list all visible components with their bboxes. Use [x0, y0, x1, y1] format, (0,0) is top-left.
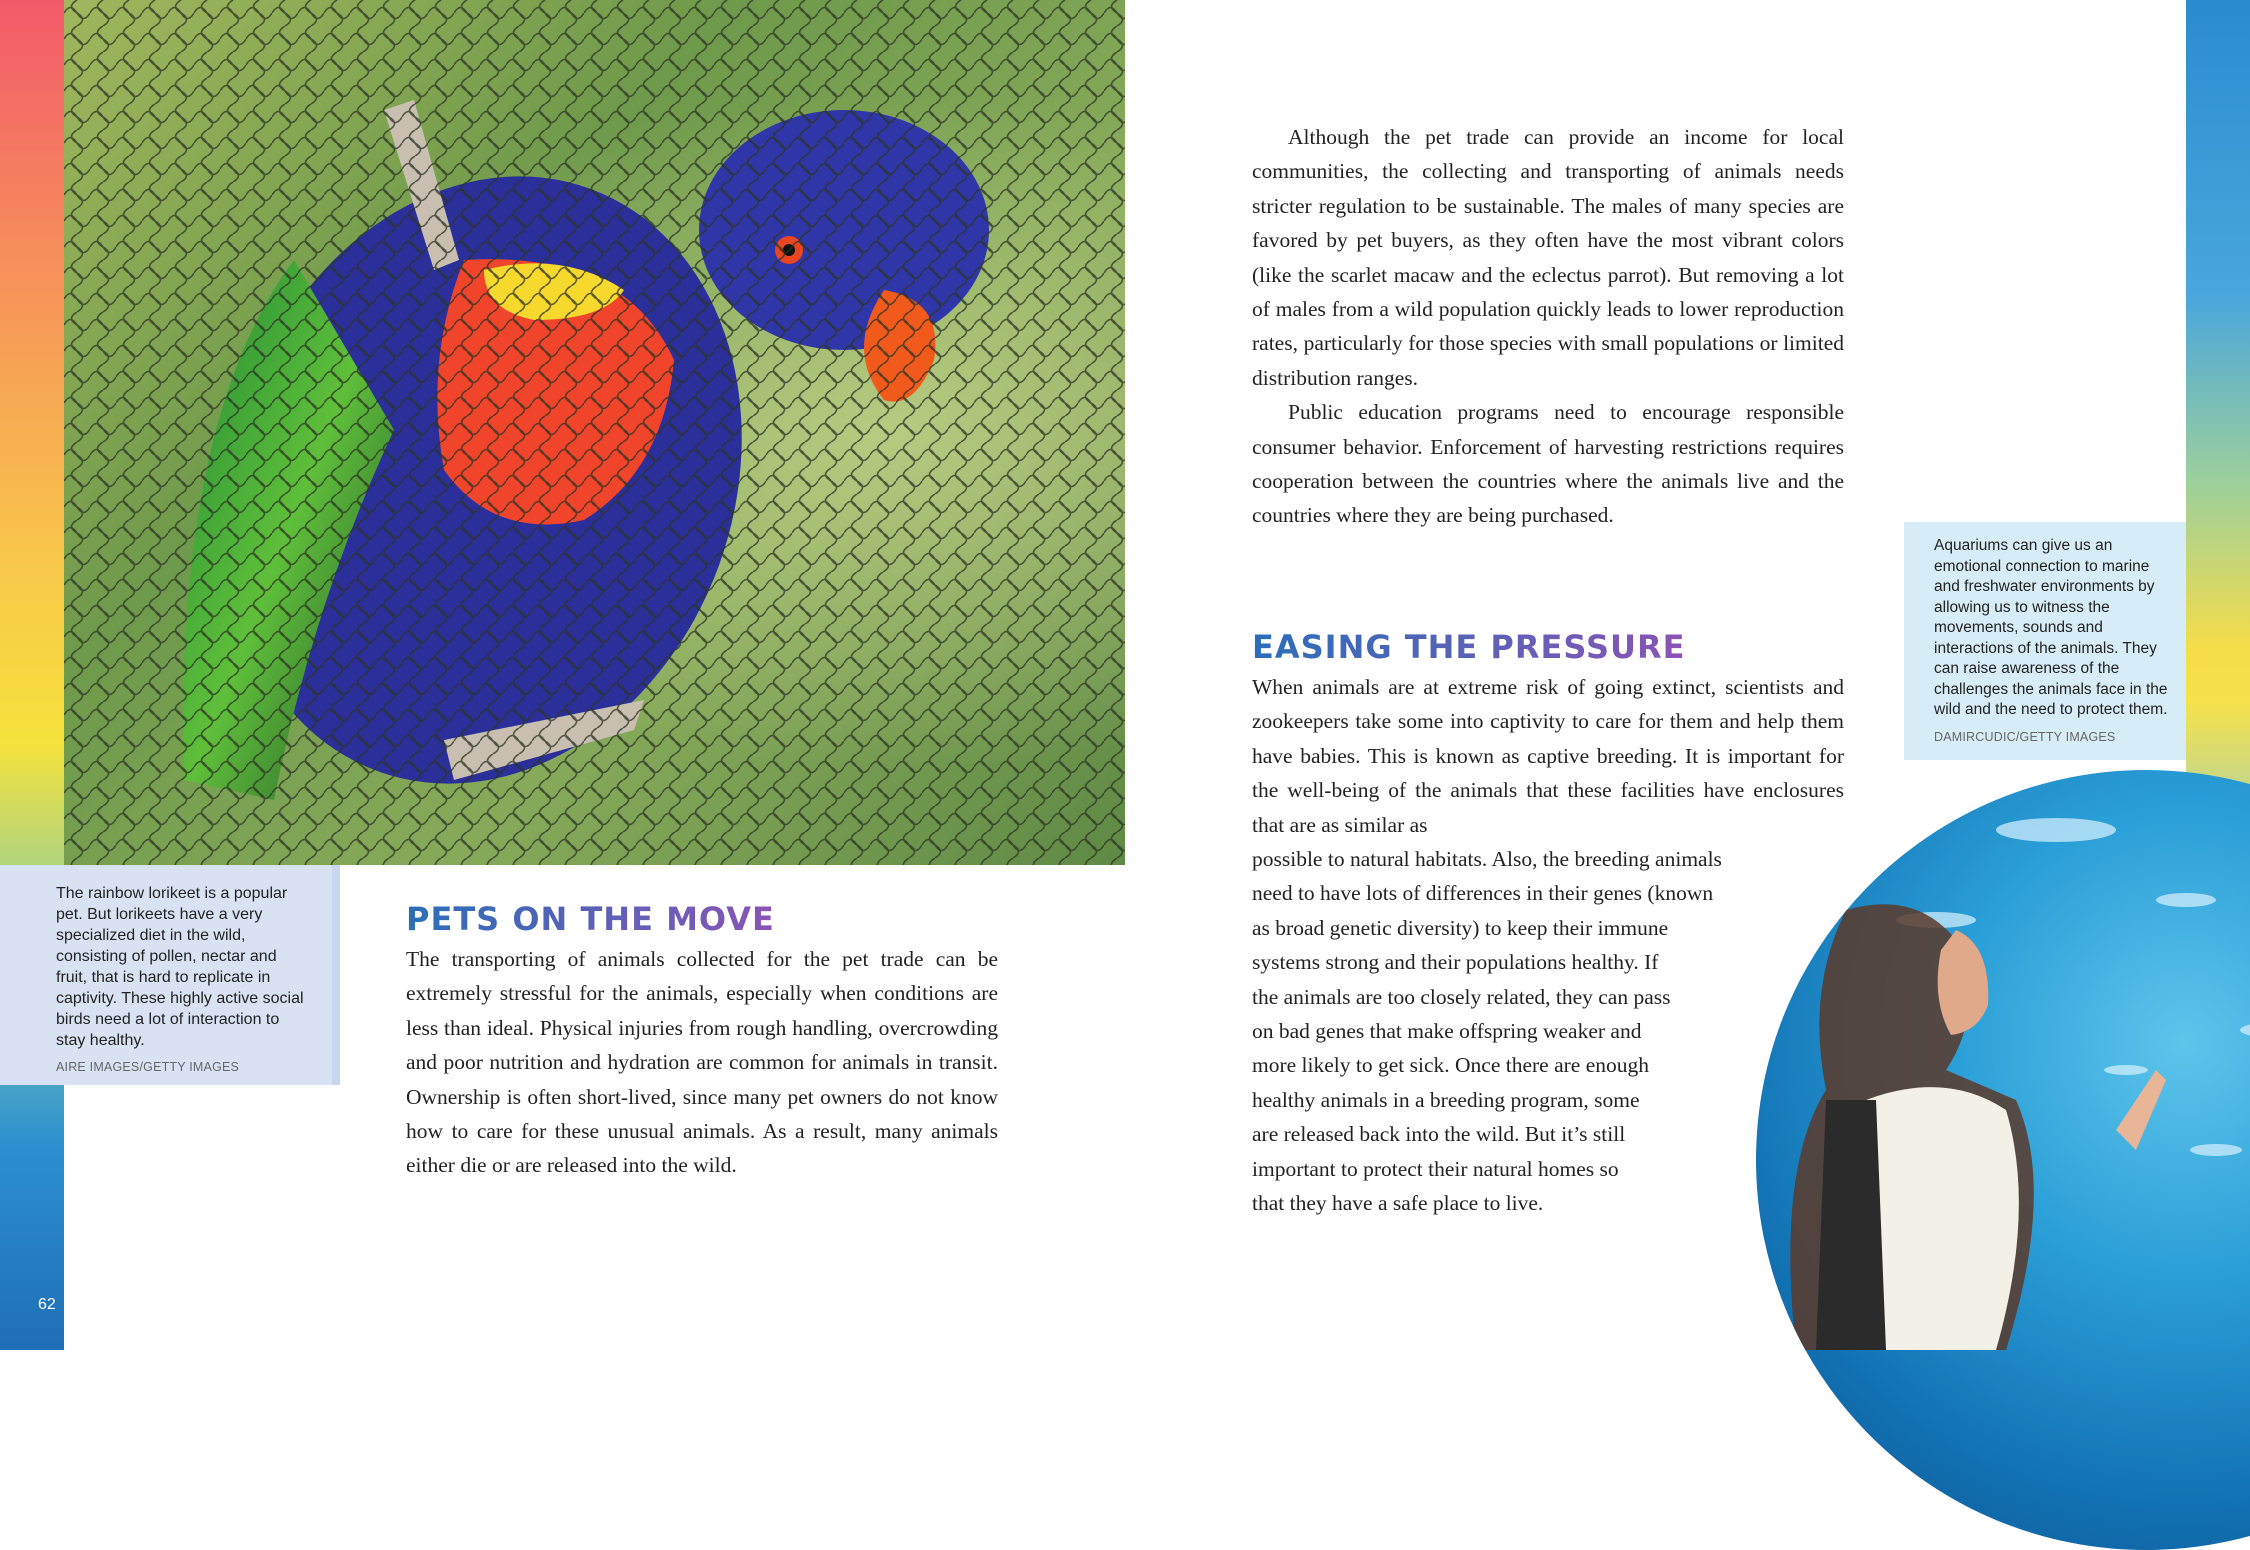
section-heading-text: EASING THE PRESSURE [1252, 628, 1686, 666]
easing-the-pressure-heading [1252, 628, 1685, 666]
text-line: as broad genetic diversity) to keep their immune [1252, 915, 1669, 940]
text-line: need to have lots of differences in their genes (known [1252, 881, 1714, 906]
page-number: 62 [38, 1296, 56, 1313]
text-line: possible to natural habitats. Also, the breeding animals [1252, 847, 1722, 872]
paragraph: Public education programs need to encourage responsible consumer behavior. Enforcement of harvesting restrictions requires cooperation between the countries where the animals live and the countries where they are being purchased. [1252, 400, 1844, 528]
paragraph: Although the pet trade can provide an income for local communities, the collecting and transporting of animals needs stricter regulation to be sustainable. The males of many species are favored by pet buyers, as they often have the most vibrant colors (like the scarlet macaw and the eclectus parrot). But removing a lot of males from a wild population quickly leads to lower reproduction rates, particularly for those species with small populations or limited distribution ranges. [1252, 125, 1844, 390]
lorikeet-caption [0, 865, 340, 1085]
text-line: systems strong and their populations healthy. If [1252, 950, 1659, 975]
text-line: more likely to get sick. Once there are enough [1252, 1053, 1650, 1078]
pet-trade-column [1252, 120, 1844, 533]
text-line: important to protect their natural homes so [1252, 1156, 1619, 1181]
pets-on-the-move-heading [406, 900, 775, 938]
left-color-strip [0, 0, 64, 1350]
lorikeet-photo-credit: AIRE IMAGES/GETTY IMAGES [56, 1060, 240, 1074]
section-heading-text: PETS ON THE MOVE [406, 900, 775, 938]
text-line: the animals are too closely related, they can pass [1252, 984, 1671, 1009]
aquarium-caption-text: Aquariums can give us an emotional connection to marine and freshwater environments by allowing us to witness the movements, sounds and interactions of the animals. They can raise awareness of the challenges the animals face in the wild and the need to protect them. [1934, 537, 2168, 718]
lorikeet-caption-text: The rainbow lorikeet is a popular pet. But lorikeets have a very specialized diet in the wild, consisting of pollen, nectar and fruit, that is hard to replicate in captivity. These highly active social birds need a lot of interaction to stay healthy. [56, 885, 304, 1049]
text-line: that they have a safe place to live. [1252, 1191, 1544, 1216]
aquarium-caption [1904, 522, 2186, 760]
aquarium-photo-credit: DAMIRCUDIC/GETTY IMAGES [1934, 729, 2116, 744]
text-line: on bad genes that make offspring weaker and [1252, 1019, 1642, 1044]
lorikeet-photo [64, 0, 1125, 865]
text-line: healthy animals in a breeding program, some [1252, 1087, 1640, 1112]
pets-on-the-move-body [406, 942, 998, 1183]
text-line: are released back into the wild. But it’s still [1252, 1122, 1626, 1147]
paragraph: When animals are at extreme risk of going extinct, scientists and zookeepers take some into captivity to care for them and help them have babies. This is known as captive breeding. It is important for the well-being of the animals that these facilities have enclosures that are as similar as [1252, 675, 1844, 837]
easing-the-pressure-body [1252, 670, 1844, 1221]
paragraph: The transporting of animals collected for the pet trade can be extremely stressful for the animals, especially when conditions are less than ideal. Physical injuries from rough handling, overcrowding and poor nutrition and hydration are common for animals in transit. Ownership is often short-lived, since many pet owners do not know how to care for these unusual animals. As a result, many animals either die or are released into the wild. [406, 947, 998, 1178]
